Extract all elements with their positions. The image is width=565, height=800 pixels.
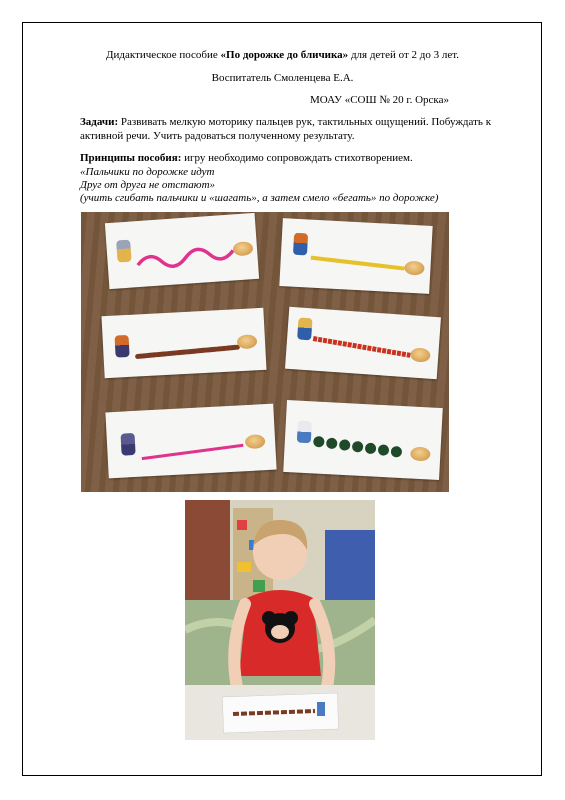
card-yellow-line xyxy=(279,218,432,294)
card-green-buttons xyxy=(283,400,443,480)
school-line: МОАУ «СОШ № 20 г. Орска» xyxy=(310,94,449,106)
cards-photo xyxy=(81,212,449,492)
card-brown-beans xyxy=(101,308,266,378)
principles-paragraph xyxy=(80,151,500,165)
poem-line-1: «Пальчики по дорожке идут xyxy=(80,166,215,178)
red-beads-path xyxy=(285,307,441,379)
card-pink-line xyxy=(105,404,276,479)
card-red-beads xyxy=(285,307,441,379)
principles-label: Принципы пособия: xyxy=(80,152,182,164)
tasks-label: Задачи: xyxy=(80,116,119,128)
poem-line-3: (учить сгибать пальчики и «шагать», а затем смело «бегать» по дорожке) xyxy=(80,192,439,204)
poem-line-2: Друг от друга не отстают» xyxy=(80,179,216,191)
card-pink-wave xyxy=(105,213,259,289)
tasks-paragraph xyxy=(80,115,500,143)
principles-text: игру необходимо сопровождать стихотворением. xyxy=(181,152,413,164)
poem xyxy=(80,166,438,205)
green-buttons-path xyxy=(283,400,443,480)
tasks-text: Развивать мелкую моторику пальцев рук, тактильных ощущений. Побуждать к активной речи. Учить радоваться полученному результату. xyxy=(80,116,492,142)
child-photo xyxy=(185,500,375,740)
yellow-straight-path xyxy=(279,218,432,294)
author-line: Воспитатель Смоленцева Е.А. xyxy=(211,72,354,84)
document-title: Дидактическое пособие «По дорожке до бличика» для детей от 2 до 3 лет. xyxy=(105,49,459,61)
